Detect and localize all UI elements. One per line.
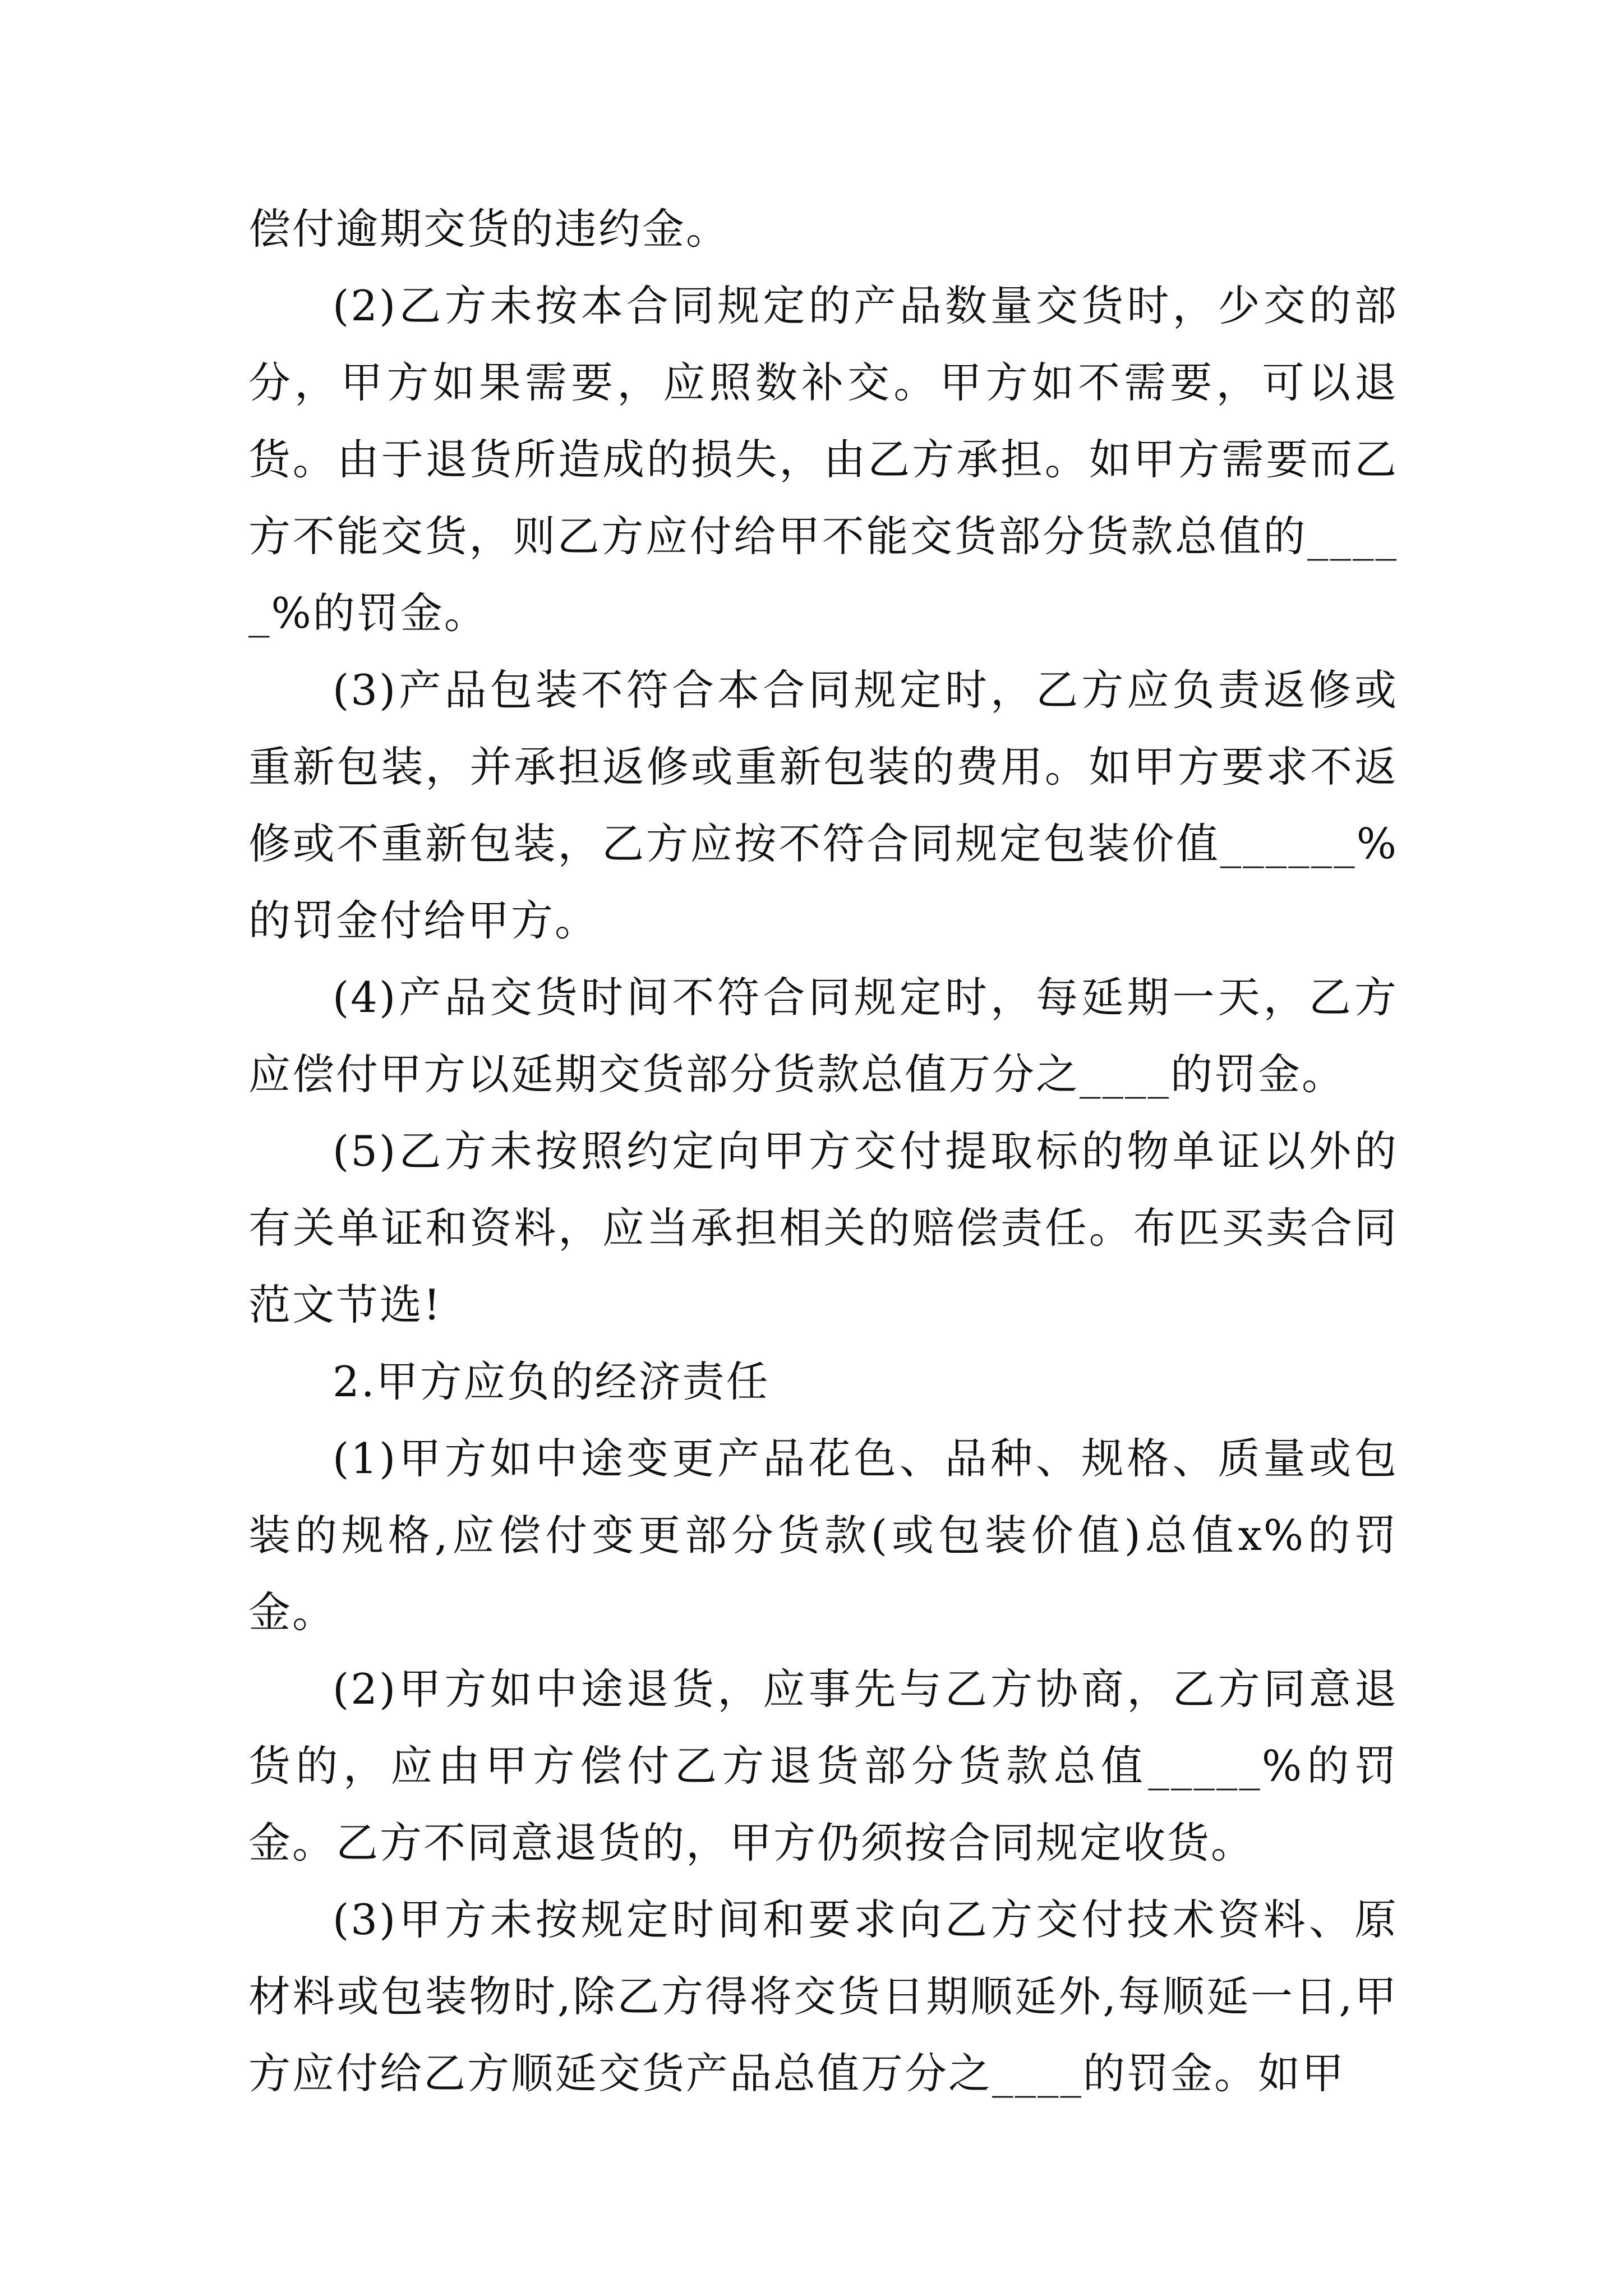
paragraph-seller-quantity-shortfall: (2)乙方未按本合同规定的产品数量交货时，少交的部分，甲方如果需要，应照数补交。甲方如不需要，可以退货。由于退货所造成的损失，由乙方承担。如甲方需要而乙方不能交货，则乙方应付给甲不能交货部分货款总值的_____%的罚金。 [248,281,1398,638]
paragraph-buyer-materials-delay: (3)甲方未按规定时间和要求向乙方交付技术资料、原材料或包装物时,除乙方得将交货日期顺延外,每顺延一日,甲方应付给乙方顺延交货产品总值万分之____的罚金。如甲 [248,1895,1398,2098]
section-heading-buyer-liability: 2.甲方应负的经济责任 [333,1357,770,1406]
paragraph-buyer-return: (2)甲方如中途退货，应事先与乙方协商，乙方同意退货的，应由甲方偿付乙方退货部分货款总值_____%的罚金。乙方不同意退货的，甲方仍须按合同规定收货。 [248,1664,1398,1867]
paragraph-continuation: 偿付逾期交货的违约金。 [248,204,730,254]
paragraph-seller-delivery-delay: (4)产品交货时间不符合同规定时，每延期一天，乙方应偿付甲方以延期交货部分货款总值万分之____的罚金。 [248,973,1398,1099]
paragraph-seller-packaging: (3)产品包装不符合本合同规定时，乙方应负责返修或重新包装，并承担返修或重新包装的费用。如甲方要求不返修或不重新包装，乙方应按不符合同规定包装价值______%的罚金付给甲方。 [248,665,1398,945]
paragraph-seller-documents: (5)乙方未按照约定向甲方交付提取标的物单证以外的有关单证和资料，应当承担相关的赔偿责任。布匹买卖合同范文节选! [248,1126,1398,1329]
paragraph-buyer-change-spec: (1)甲方如中途变更产品花色、品种、规格、质量或包装的规格,应偿付变更部分货款(或包装价值)总值x%的罚金。 [248,1434,1398,1637]
document-body [248,191,1398,2112]
